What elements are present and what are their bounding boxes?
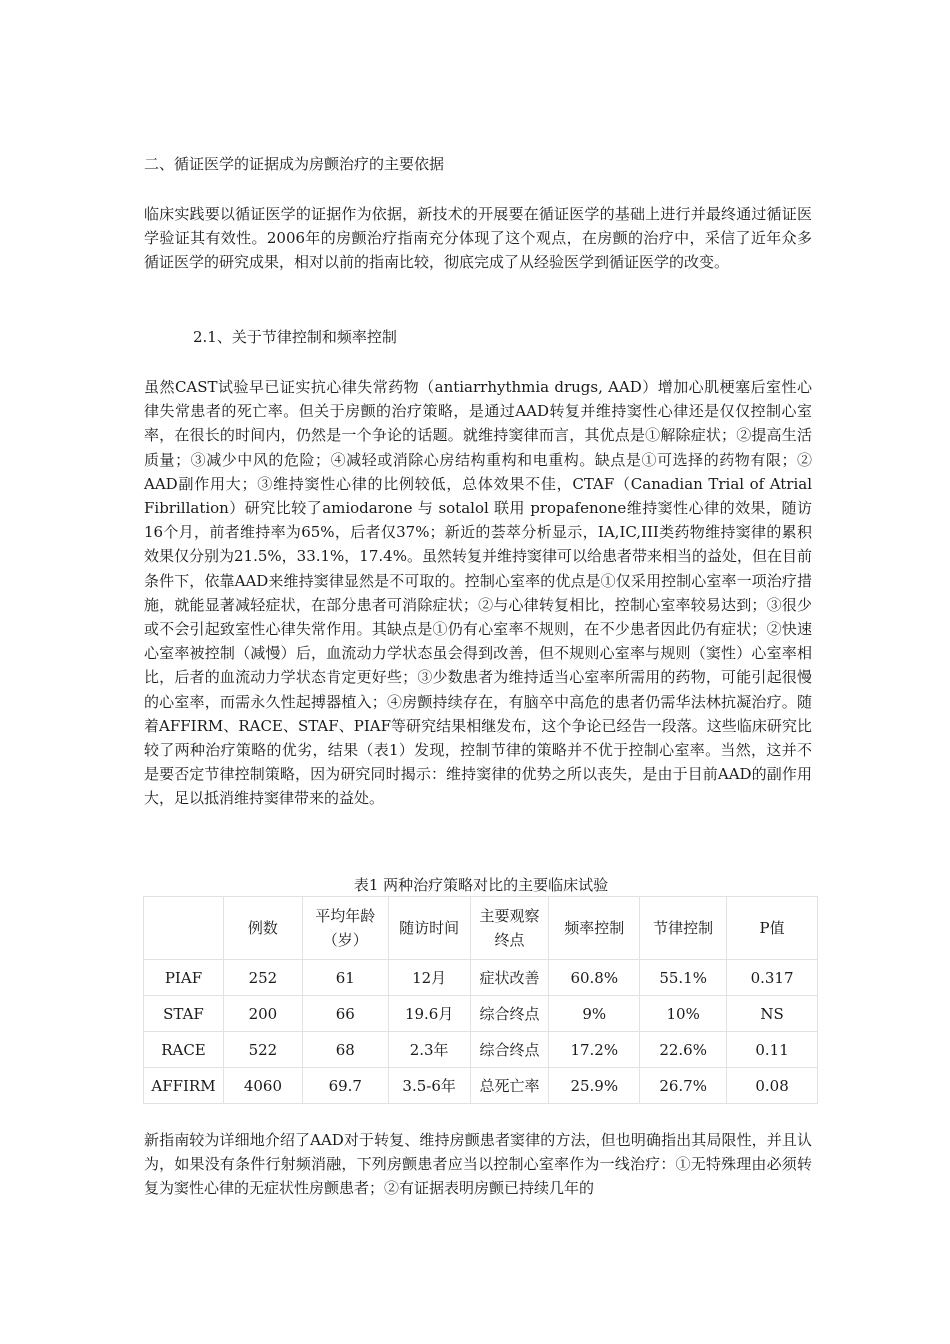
table-caption: 表1 两种治疗策略对比的主要临床试验 xyxy=(353,876,609,894)
table-cell: RACE xyxy=(144,1032,224,1068)
trials-table xyxy=(143,896,818,1104)
table-cell: 22.6% xyxy=(640,1032,727,1068)
table-cell: PIAF xyxy=(144,960,224,996)
table-header-cell: 主要观察终点 xyxy=(470,897,549,960)
table-cell: 0.08 xyxy=(727,1068,818,1104)
table-cell: STAF xyxy=(144,996,224,1032)
table-cell: 522 xyxy=(223,1032,302,1068)
table-cell: 4060 xyxy=(223,1068,302,1104)
subsection-title: 2.1、关于节律控制和频率控制 xyxy=(193,328,397,346)
table-header-cell: 随访时间 xyxy=(388,897,470,960)
table-cell: 总死亡率 xyxy=(470,1068,549,1104)
table-cell: 69.7 xyxy=(302,1068,388,1104)
table-header-cell: 节律控制 xyxy=(640,897,727,960)
table-cell: 61 xyxy=(302,960,388,996)
table-cell: 19.6月 xyxy=(388,996,470,1032)
table-cell: NS xyxy=(727,996,818,1032)
table-cell: 25.9% xyxy=(549,1068,640,1104)
table-row xyxy=(144,1068,818,1104)
table-cell: 68 xyxy=(302,1032,388,1068)
table-cell: 17.2% xyxy=(549,1032,640,1068)
table-cell: 200 xyxy=(223,996,302,1032)
table-cell: 66 xyxy=(302,996,388,1032)
table-cell: 综合终点 xyxy=(470,996,549,1032)
table-cell: 2.3年 xyxy=(388,1032,470,1068)
table-cell: 10% xyxy=(640,996,727,1032)
table-cell: 55.1% xyxy=(640,960,727,996)
table-header-cell xyxy=(144,897,224,960)
table-header-cell: 例数 xyxy=(223,897,302,960)
table-cell: 0.11 xyxy=(727,1032,818,1068)
table-cell: 3.5-6年 xyxy=(388,1068,470,1104)
table-cell: 12月 xyxy=(388,960,470,996)
table-cell: 26.7% xyxy=(640,1068,727,1104)
closing-paragraph: 新指南较为详细地介绍了AAD对于转复、维持房颤患者窦律的方法，但也明确指出其局限性，并且认为，如果没有条件行射频消融，下列房颤患者应当以控制心室率作为一线治疗：①无特殊理由必须转复为窦性心律的无症状性房颤患者；②有证据表明房颤已持续几年的 xyxy=(144,1131,812,1198)
table-cell: 9% xyxy=(549,996,640,1032)
section-title: 二、循证医学的证据成为房颤治疗的主要依据 xyxy=(144,155,445,173)
table-row xyxy=(144,960,818,996)
table-row xyxy=(144,1032,818,1068)
table-cell: 0.317 xyxy=(727,960,818,996)
table-row xyxy=(144,996,818,1032)
table-cell: 综合终点 xyxy=(470,1032,549,1068)
table-header-cell: 平均年龄（岁） xyxy=(302,897,388,960)
table-header-row xyxy=(144,897,818,960)
table-cell: 60.8% xyxy=(549,960,640,996)
table-cell: 症状改善 xyxy=(470,960,549,996)
main-paragraph: 虽然CAST试验早已证实抗心律失常药物（antiarrhythmia drugs, AAD）增加心肌梗塞后室性心律失常患者的死亡率。但关于房颤的治疗策略，是通过AAD转复并维持窦性心律还是仅仅控制心室率，在很长的时间内，仍然是一个争论的话题。就维持窦律而言，其优点是①解除症状；②提高生活质量；③减少中风的危险；④减轻或消除心房结构重构和电重构。缺点是①可选择的药物有限；② AAD副作用大；③维持窦性心律的比例较低，总体效果不佳，CTAF（Canadian Trial of Atrial Fibrillation）研究比较了amiodarone 与 sotalol 联用 propafenone维持窦性心律的效果，随访16个月，前者维持率为65%，后者仅37%；新近的荟萃分析显示，IA,IC,III类药物维持窦律的累积效果仅分别为21.5%，33.1%，17.4%。虽然转复并维持窦律可以给患者带来相当的益处，但在目前条件下，依靠AAD来维持窦律显然是不可取的。控制心室率的优点是①仅采用控制心室率一项治疗措施，就能显著减轻症状，在部分患者可消除症状；②与心律转复相比，控制心室率较易达到；③很少或不会引起致室性心律失常作用。其缺点是①仍有心室率不规则，在不少患者因此仍有症状；②快速心室率被控制（减慢）后，血流动力学状态虽会得到改善，但不规则心室率与规则（窦性）心室率相比，后者的血流动力学状态肯定更好些；③少数患者为维持适当心室率所需用的药物，可能引起很慢的心室率，而需永久性起搏器植入；④房颤持续存在，有脑卒中高危的患者仍需华法林抗凝治疗。随着AFFIRM、RACE、STAF、PIAF等研究结果相继发布，这个争论已经告一段落。这些临床研究比较了两种治疗策略的优劣，结果（表1）发现，控制节律的策略并不优于控制心室率。当然，这并不是要否定节律控制策略，因为研究同时揭示：维持窦律的优势之所以丧失，是由于目前AAD的副作用大，足以抵消维持窦律带来的益处。 xyxy=(144,378,812,808)
table-cell: AFFIRM xyxy=(144,1068,224,1104)
table-header-cell: 频率控制 xyxy=(549,897,640,960)
table-header-cell: P值 xyxy=(727,897,818,960)
intro-paragraph: 临床实践要以循证医学的证据作为依据，新技术的开展要在循证医学的基础上进行并最终通过循证医学验证其有效性。2006年的房颤治疗指南充分体现了这个观点，在房颤的治疗中，采信了近年众多循证医学的研究成果，相对以前的指南比较，彻底完成了从经验医学到循证医学的改变。 xyxy=(144,205,812,272)
table-cell: 252 xyxy=(223,960,302,996)
